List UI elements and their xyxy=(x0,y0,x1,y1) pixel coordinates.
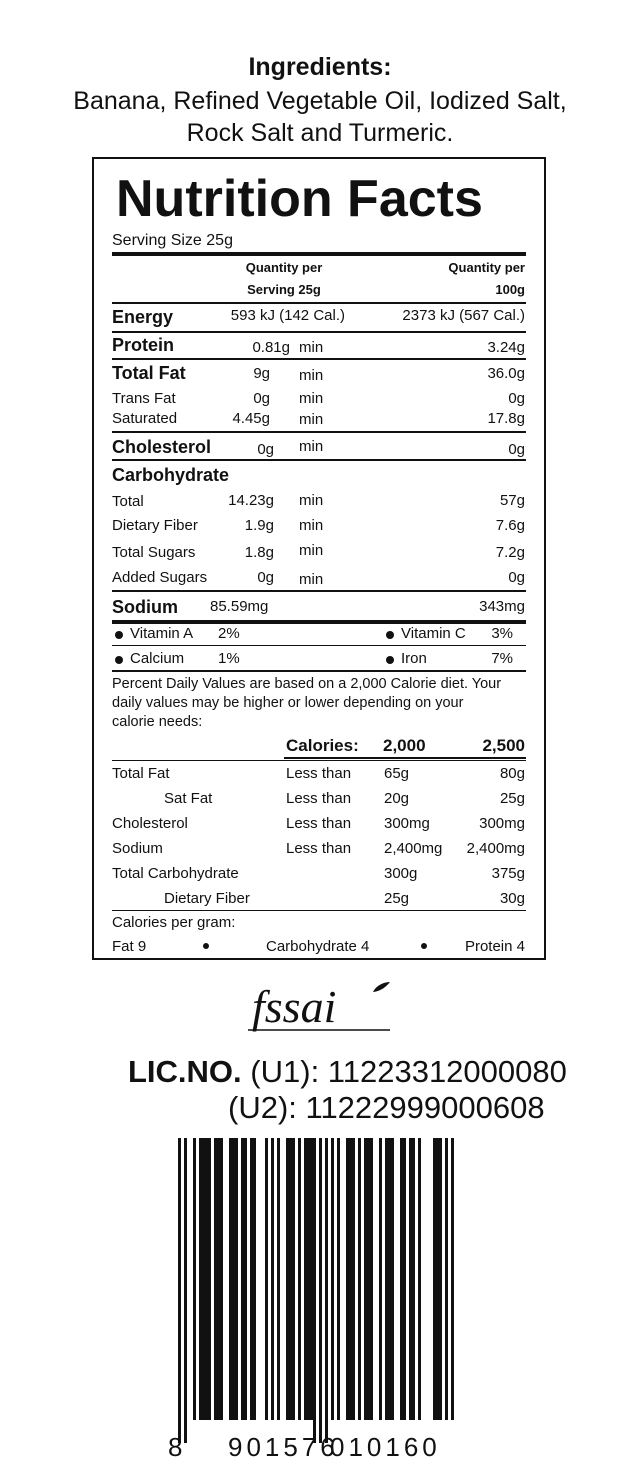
row-total-fat-serving: 9g xyxy=(253,365,270,382)
dv-total-carb-label: Total Carbohydrate xyxy=(112,865,239,882)
vitamin-c-label: Vitamin C xyxy=(401,625,466,642)
barcode-bar xyxy=(277,1138,280,1420)
barcode-bar xyxy=(331,1138,334,1420)
fssai-logo-mark xyxy=(240,978,400,1038)
divider xyxy=(112,459,526,461)
dv-sat-fat-2500: 25g xyxy=(499,790,525,807)
dv-cholesterol-2000: 300mg xyxy=(384,815,430,832)
row-protein-min: min xyxy=(299,339,324,356)
iron-label: Iron xyxy=(401,650,427,667)
barcode-bar xyxy=(451,1138,454,1420)
barcode-bar xyxy=(436,1138,439,1420)
row-cholesterol-min: min xyxy=(299,438,324,455)
row-energy-serving: 593 kJ (142 Cal.) xyxy=(230,307,345,324)
barcode-bar xyxy=(178,1138,181,1443)
divider xyxy=(112,670,526,672)
barcode-bar xyxy=(271,1138,274,1420)
row-trans-fat-serving: 0g xyxy=(253,390,270,407)
row-cholesterol-serving: 0g xyxy=(257,441,274,458)
vitamin-a-label: Vitamin A xyxy=(130,625,194,642)
dv-dietary-fiber-label: Dietary Fiber xyxy=(164,890,250,907)
dv-total-fat-label: Total Fat xyxy=(112,765,170,782)
dv-total-fat-qual: Less than xyxy=(286,765,352,782)
barcode-bar xyxy=(307,1138,310,1420)
bullet-icon xyxy=(115,656,123,664)
license-prefix: LIC.NO. xyxy=(128,1054,242,1089)
row-carb-total-serving: 14.23g xyxy=(228,492,274,509)
barcode-bar xyxy=(265,1138,268,1420)
barcode-bar xyxy=(310,1138,313,1420)
row-total-sugars-100g: 7.2g xyxy=(495,544,525,561)
row-added-sugars-100g: 0g xyxy=(508,569,525,586)
col-header-serving-1: Quantity per xyxy=(245,260,323,275)
cpg-protein: Protein 4 xyxy=(464,938,525,955)
bullet-icon xyxy=(115,631,123,639)
footnote-line-3: calorie needs: xyxy=(112,714,203,730)
barcode-bar xyxy=(352,1138,355,1420)
barcode-bar xyxy=(250,1138,253,1420)
barcode-bar xyxy=(385,1138,388,1420)
calcium-label: Calcium xyxy=(130,650,185,667)
row-saturated-100g: 17.8g xyxy=(487,410,525,427)
barcode-digits: 901576 xyxy=(228,1432,339,1462)
row-saturated-min: min xyxy=(299,411,324,428)
barcode-bar xyxy=(184,1138,187,1443)
dv-calories-label: Calories: xyxy=(286,736,359,755)
barcode-bar xyxy=(439,1138,442,1420)
row-added-sugars-serving: 0g xyxy=(257,569,274,586)
divider-thin xyxy=(112,910,526,911)
divider-thin xyxy=(112,760,526,761)
divider xyxy=(112,302,526,304)
barcode-bar xyxy=(205,1138,208,1420)
barcode-bar xyxy=(193,1138,196,1420)
barcode-bar xyxy=(337,1138,340,1420)
barcode-bars xyxy=(168,1138,462,1464)
row-total-sugars-label: Total Sugars xyxy=(112,544,196,561)
barcode-bar xyxy=(433,1138,436,1420)
row-total-fat-100g: 36.0g xyxy=(487,365,525,382)
divider xyxy=(112,358,526,360)
barcode-bar xyxy=(400,1138,403,1420)
row-dietary-fiber-min: min xyxy=(299,517,324,534)
dv-sat-fat-qual: Less than xyxy=(286,790,352,807)
row-total-fat-label: Total Fat xyxy=(112,363,186,383)
barcode-bar xyxy=(367,1138,370,1420)
row-saturated-label: Saturated xyxy=(112,410,178,427)
barcode-bar xyxy=(349,1138,352,1420)
row-dietary-fiber-label: Dietary Fiber xyxy=(112,517,198,534)
dv-calories-2000: 2,000 xyxy=(383,736,426,755)
row-total-fat-min: min xyxy=(299,367,324,384)
barcode-bar xyxy=(409,1138,412,1420)
dv-cholesterol-label: Cholesterol xyxy=(112,815,188,832)
ingredients-line-1: Banana, Refined Vegetable Oil, Iodized Salt, xyxy=(73,87,567,115)
ingredients-line-2: Rock Salt and Turmeric. xyxy=(186,119,454,147)
barcode-bar xyxy=(232,1138,235,1420)
license-u2: (U2): 11222999000608 xyxy=(228,1090,545,1125)
col-header-serving-2: Serving 25g xyxy=(247,282,321,297)
barcode-bar xyxy=(241,1138,244,1420)
dv-sodium-qual: Less than xyxy=(286,840,352,857)
dv-cholesterol-2500: 300mg xyxy=(479,815,525,832)
dv-total-fat-2000: 65g xyxy=(384,765,410,782)
vitamin-c-value: 3% xyxy=(491,625,513,642)
barcode-bar xyxy=(445,1138,448,1420)
barcode-bar xyxy=(346,1138,349,1420)
nutrition-facts-panel xyxy=(92,157,546,960)
leaf-icon xyxy=(373,982,390,992)
row-saturated-serving: 4.45g xyxy=(232,410,270,427)
dv-sodium-label: Sodium xyxy=(112,840,163,857)
serving-size: Serving Size 25g xyxy=(112,232,233,249)
divider-thick xyxy=(112,252,526,256)
dv-cholesterol-qual: Less than xyxy=(286,815,352,832)
nutrition-title: Nutrition Facts xyxy=(116,170,483,228)
barcode-digits: 010160 xyxy=(330,1432,441,1462)
row-energy-label: Energy xyxy=(112,307,174,327)
row-dietary-fiber-serving: 1.9g xyxy=(244,517,274,534)
cpg-fat: Fat 9 xyxy=(112,938,147,955)
barcode-bar xyxy=(244,1138,247,1420)
divider-thin xyxy=(112,645,526,646)
bullet-icon xyxy=(203,943,209,949)
barcode-bar xyxy=(235,1138,238,1420)
calories-per-gram: Calories per gram: xyxy=(112,914,236,931)
row-protein-100g: 3.24g xyxy=(487,339,525,356)
col-header-100g-1: Quantity per xyxy=(448,260,525,275)
row-trans-fat-label: Trans Fat xyxy=(112,390,176,407)
footnote-line-1: Percent Daily Values are based on a 2,000 Calorie diet. Your xyxy=(112,676,502,692)
row-protein-serving: 0.81g xyxy=(252,339,290,356)
license-u1: (U1): 11223312000080 xyxy=(250,1054,567,1089)
row-cholesterol-100g: 0g xyxy=(508,441,525,458)
bullet-icon xyxy=(386,631,394,639)
row-trans-fat-100g: 0g xyxy=(508,390,525,407)
dv-total-fat-2500: 80g xyxy=(499,765,525,782)
barcode-bar xyxy=(358,1138,361,1420)
barcode-bar xyxy=(319,1138,322,1443)
barcode xyxy=(168,1138,462,1464)
dv-total-carb-2000: 300g xyxy=(384,865,418,882)
row-carb-total-label: Total xyxy=(112,493,144,510)
row-cholesterol-label: Cholesterol xyxy=(112,437,212,457)
barcode-bar xyxy=(292,1138,295,1420)
row-total-sugars-serving: 1.8g xyxy=(244,544,274,561)
barcode-bar xyxy=(298,1138,301,1420)
row-protein-label: Protein xyxy=(112,335,175,355)
barcode-bar xyxy=(403,1138,406,1420)
license-line-1 xyxy=(128,1054,567,1090)
dv-calories-2500: 2,500 xyxy=(482,736,525,755)
barcode-bar xyxy=(214,1138,217,1420)
barcode-bar xyxy=(217,1138,220,1420)
barcode-digits: 8 xyxy=(168,1432,183,1462)
barcode-bar xyxy=(208,1138,211,1420)
dv-sodium-2000: 2,400mg xyxy=(384,840,443,857)
calcium-value: 1% xyxy=(218,650,240,667)
barcode-bar xyxy=(289,1138,292,1420)
barcode-bar xyxy=(313,1138,316,1443)
barcode-bar xyxy=(388,1138,391,1420)
row-carbohydrate-label: Carbohydrate xyxy=(112,465,230,485)
dv-sat-fat-2000: 20g xyxy=(384,790,410,807)
row-added-sugars-label: Added Sugars xyxy=(112,569,208,586)
row-energy-100g: 2373 kJ (567 Cal.) xyxy=(402,307,525,324)
cpg-carbohydrate: Carbohydrate 4 xyxy=(266,938,370,955)
ingredients-heading: Ingredients: xyxy=(248,53,392,81)
vitamin-a-value: 2% xyxy=(218,625,240,642)
row-added-sugars-min: min xyxy=(299,571,324,588)
row-sodium-label: Sodium xyxy=(112,597,178,617)
col-header-100g-2: 100g xyxy=(495,282,525,297)
barcode-bar xyxy=(286,1138,289,1420)
barcode-bar xyxy=(229,1138,232,1420)
divider-thick xyxy=(112,620,526,624)
barcode-bar xyxy=(364,1138,367,1420)
barcode-bar xyxy=(412,1138,415,1420)
dv-sodium-2500: 2,400mg xyxy=(466,840,525,857)
barcode-bar xyxy=(418,1138,421,1420)
divider-dv-header xyxy=(284,757,526,759)
dv-total-carb-2500: 375g xyxy=(491,865,525,882)
barcode-bar xyxy=(202,1138,205,1420)
dv-dietary-fiber-2000: 25g xyxy=(384,890,410,907)
row-total-sugars-min: min xyxy=(299,542,324,559)
row-carb-total-100g: 57g xyxy=(499,492,525,509)
bullet-icon xyxy=(386,656,394,664)
dv-sat-fat-label: Sat Fat xyxy=(164,790,213,807)
row-sodium-100g: 343mg xyxy=(479,598,525,615)
fssai-logo xyxy=(240,978,400,1038)
barcode-bar xyxy=(325,1138,328,1443)
row-trans-fat-min: min xyxy=(299,390,324,407)
row-dietary-fiber-100g: 7.6g xyxy=(495,517,525,534)
barcode-bar xyxy=(370,1138,373,1420)
divider xyxy=(112,431,526,433)
row-carb-total-min: min xyxy=(299,492,324,509)
divider xyxy=(112,331,526,333)
barcode-bar xyxy=(379,1138,382,1420)
divider xyxy=(112,590,526,592)
iron-value: 7% xyxy=(491,650,513,667)
barcode-bar xyxy=(304,1138,307,1420)
barcode-bar xyxy=(253,1138,256,1420)
row-sodium-serving: 85.59mg xyxy=(210,598,269,615)
footnote-line-2: daily values may be higher or lower depending on your xyxy=(112,695,464,711)
barcode-bar xyxy=(220,1138,223,1420)
barcode-bar xyxy=(391,1138,394,1420)
barcode-bar xyxy=(199,1138,202,1420)
fssai-logo-text: fssai xyxy=(252,981,337,1032)
dv-dietary-fiber-2500: 30g xyxy=(499,890,525,907)
